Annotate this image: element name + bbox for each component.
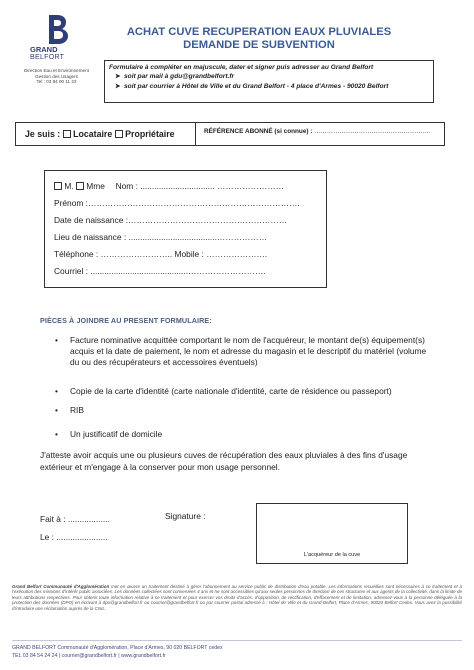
title-line-2: DEMANDE DE SUBVENTION <box>183 39 335 51</box>
list-item-text: Un justificatif de domicile <box>70 429 163 439</box>
reference-label: RÉFÉRENCE ABONNÉ (si connue) : <box>204 128 313 135</box>
reference-field[interactable] <box>204 123 444 145</box>
bullet-icon: • <box>55 429 58 439</box>
title-line-1: ACHAT CUVE RECUPERATION EAUX PLUVIALES <box>126 26 392 38</box>
service-phone: Tel : 03 84 90 11 22 <box>36 79 77 85</box>
phone-field[interactable]: Téléphone : …………………….. Mobile : …………………. <box>54 249 268 259</box>
email-field[interactable]: Courriel : ..........................................………………………. <box>54 266 266 276</box>
place-field[interactable]: Fait à : .................. <box>40 514 110 524</box>
status-row <box>15 122 445 146</box>
date-field[interactable]: Le : ...................... <box>40 532 108 542</box>
service-contact <box>14 68 99 85</box>
proprietaire-checkbox[interactable] <box>115 130 123 138</box>
grand-belfort-logo-icon <box>44 13 70 47</box>
mme-checkbox[interactable] <box>76 182 84 190</box>
legal-text: met en œuvre un traitement destiné à gérer l'abonnement au service public de distribution d'eau potable. Les informations recueillies sont nécessaires à ce traitement et à l'exécution des missions d'intérêt public associées. Les données collectées sont conservées 4 ans et ne sont accessibles qu'aux seules personnes de direction de ces structures et aux agents de la collectivité, dans la limite de leurs attributions respectives. Pour obtenir toute information relative à ce traitement et pour exercer vos droits d'accès, d'opposition, de rectification, d'effacement et de limitation, adressez-vous à la personne déléguée à la protection des données (DPO) en écrivant à dpo@grandbelfort.fr ou courrier@grandbelfort.fr ou par courrier postal adressé à : Hôtel de Ville et du Grand Belfort, Place d'Armes, 90020 Belfort Cedex. Vous avez la possibilité d'introduire une réclamation auprès de la CNIL. <box>12 584 463 611</box>
service-subname: Gestion des Usagers <box>35 73 78 79</box>
instructions-box <box>104 60 434 103</box>
instructions-post <box>109 82 429 91</box>
nom-field[interactable]: Nom : ................................ …………………… <box>115 181 285 191</box>
footer-divider <box>12 640 462 641</box>
list-item-text: Facture nominative acquittée comportant le nom de l'acquéreur, le montant de(s) équipement(s) acquis et la date de paiement, le nom et adresse du magasin et le descriptif du matériel (volume du ou des récupérateurs et accessoires éventuels) <box>70 335 427 368</box>
legal-org: Grand Belfort Communauté d'Agglomération <box>12 584 110 589</box>
logo-line-1: GRAND <box>30 45 58 54</box>
status-label: Je suis : <box>25 129 61 139</box>
instructions-text: Formulaire à compléter en majuscule, dater et signer puis adresser au Grand Belfort <box>109 64 374 71</box>
documents-heading: PIÈCES À JOINDRE AU PRESENT FORMULAIRE: <box>40 316 212 325</box>
bullet-icon: • <box>55 335 58 345</box>
instructions-mail <box>109 72 429 81</box>
arrow-icon: ➤ <box>115 73 121 81</box>
bullet-icon: • <box>55 386 58 396</box>
logo-wordmark <box>30 46 82 62</box>
m-label: M. <box>64 181 74 191</box>
instructions-post-text: soit par courrier à Hôtel de Ville et du Grand Belfort - 4 place d'Armes - 90020 Belfort <box>124 82 389 90</box>
page-title <box>104 26 414 52</box>
arrow-icon: ➤ <box>115 82 121 90</box>
locataire-checkbox[interactable] <box>63 130 71 138</box>
list-item-text: RIB <box>70 405 84 415</box>
mme-label: Mme <box>86 181 105 191</box>
birth-date-field[interactable]: Date de naissance :………………………………………………… <box>54 215 288 225</box>
list-item-text: Copie de la carte d'identité (carte nationale d'identité, carte de résidence ou passeport) <box>70 386 392 396</box>
signature-box[interactable] <box>256 503 408 564</box>
logo-line-2: BELFORT <box>30 54 65 61</box>
instructions-mail-text: soit par mail à gdu@grandbelfort.fr <box>124 73 235 81</box>
locataire-label: Locataire <box>73 129 113 139</box>
prenom-field[interactable]: Prénom :…………………………………………………………………. <box>54 198 300 208</box>
proprietaire-label: Propriétaire <box>125 129 175 139</box>
bullet-icon: • <box>55 405 58 415</box>
footer-address: GRAND BELFORT Communauté d'Agglomération, Place d'Armes, 90 020 BELFORT cedex <box>12 645 223 651</box>
civility-name-row <box>54 181 284 191</box>
m-checkbox[interactable] <box>54 182 62 190</box>
status-choice <box>16 123 196 145</box>
legal-notice <box>12 584 462 611</box>
reference-value: ………………………………………………. <box>314 128 432 135</box>
attestation-text: J'atteste avoir acquis une ou plusieurs cuves de récupération des eaux pluviales à des fins d'usage extérieur et m'engage à la conserver pour mon usage personnel. <box>40 450 408 472</box>
signature-caption: L'acquéreur de la cuve <box>303 552 361 558</box>
birth-place-field[interactable]: Lieu de naissance : ......................................……………… <box>54 232 268 242</box>
footer-contact: TEL 03 84 54 24 24 | courrier@grandbelfort.fr | www.grandbelfort.fr <box>12 653 166 659</box>
signature-label: Signature : <box>165 511 206 521</box>
service-name: Direction Eau et Environnement <box>24 68 89 73</box>
identity-box <box>44 170 327 288</box>
